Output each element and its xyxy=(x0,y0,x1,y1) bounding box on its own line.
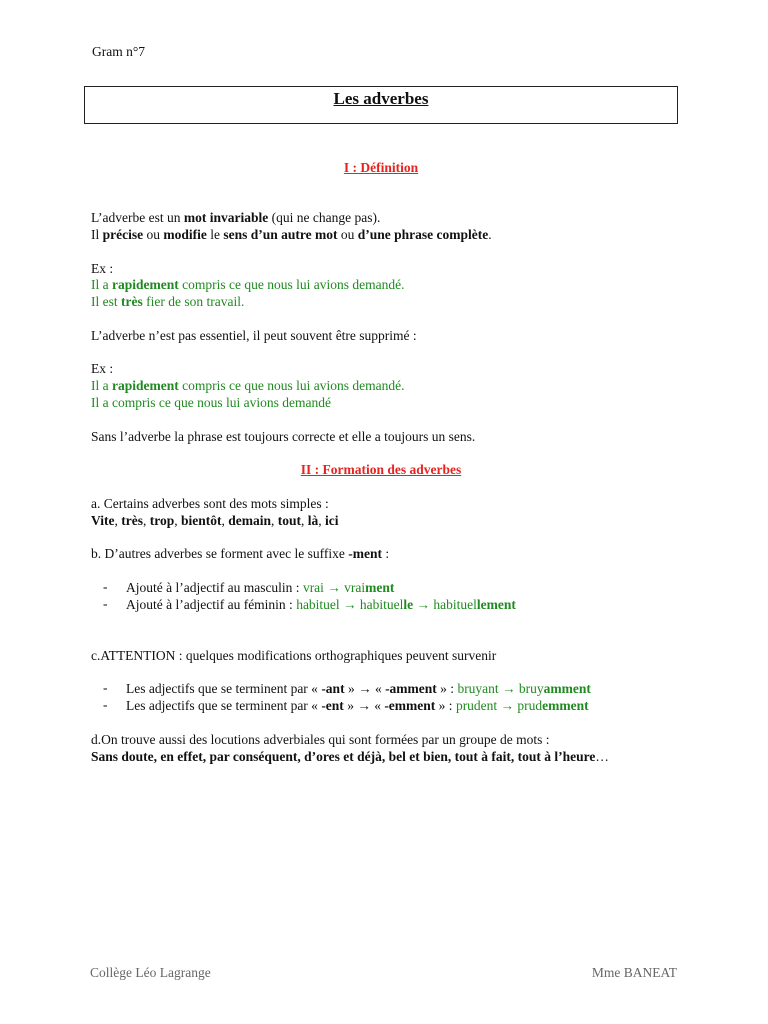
item-c-text: c.ATTENTION : quelques modifications orthographiques peuvent survenir xyxy=(91,648,497,663)
example-label: Ex : xyxy=(91,261,114,276)
note-text: L’adverbe n’est pas essentiel, il peut souvent être supprimé : xyxy=(91,328,417,343)
example-label-2: Ex : xyxy=(91,361,114,376)
definition-line-2: Il précise ou modifie le sens d’un autre mot ou d’une phrase complète. xyxy=(91,227,492,242)
bullet-dash: - xyxy=(103,697,108,712)
example-4: Il a compris ce que nous lui avions demandé xyxy=(91,395,331,410)
item-b-text: b. D’autres adverbes se forment avec le suffixe -ment : xyxy=(91,546,390,561)
footer-author: Mme BANEAT xyxy=(591,965,677,980)
bullet-dash: - xyxy=(103,579,108,594)
rule-ant-amment: Les adjectifs que se terminent par « -ant » → « -amment » : bruyant → bruyamment xyxy=(126,681,591,696)
example-1: Il a rapidement compris ce que nous lui avions demandé. xyxy=(91,277,405,292)
title-box xyxy=(84,86,678,124)
suffix-rule-masculine: Ajouté à l’adjectif au masculin : vrai → vraiment xyxy=(126,580,395,595)
example-2: Il est très fier de son travail. xyxy=(91,294,245,309)
footer-school: Collège Léo Lagrange xyxy=(90,965,211,980)
section-heading-formation: II : Formation des adverbes xyxy=(300,462,462,477)
simple-adverbs-list: Vite, très, trop, bientôt, demain, tout, là, ici xyxy=(91,513,339,528)
conclusion-text: Sans l’adverbe la phrase est toujours correcte et elle a toujours un sens. xyxy=(91,429,476,444)
document-ref: Gram n°7 xyxy=(92,44,146,59)
bullet-dash: - xyxy=(103,596,108,611)
definition-line-1: L’adverbe est un mot invariable (qui ne change pas). xyxy=(91,210,381,225)
bullet-dash: - xyxy=(103,680,108,695)
section-heading-definition: I : Définition xyxy=(343,160,419,175)
page-title: Les adverbes xyxy=(333,89,429,108)
item-d-text: d.On trouve aussi des locutions adverbiales qui sont formées par un groupe de mots : xyxy=(91,732,550,747)
suffix-rule-feminine: Ajouté à l’adjectif au féminin : habituel → habituelle → habituellement xyxy=(126,597,516,612)
item-a-text: a. Certains adverbes sont des mots simples : xyxy=(91,496,329,511)
rule-ent-emment: Les adjectifs que se terminent par « -ent » → « -emment » : prudent → prudemment xyxy=(126,698,589,713)
example-3: Il a rapidement compris ce que nous lui avions demandé. xyxy=(91,378,405,393)
adverbial-phrases: Sans doute, en effet, par conséquent, d’ores et déjà, bel et bien, tout à fait, tout à l’heure… xyxy=(91,749,609,764)
